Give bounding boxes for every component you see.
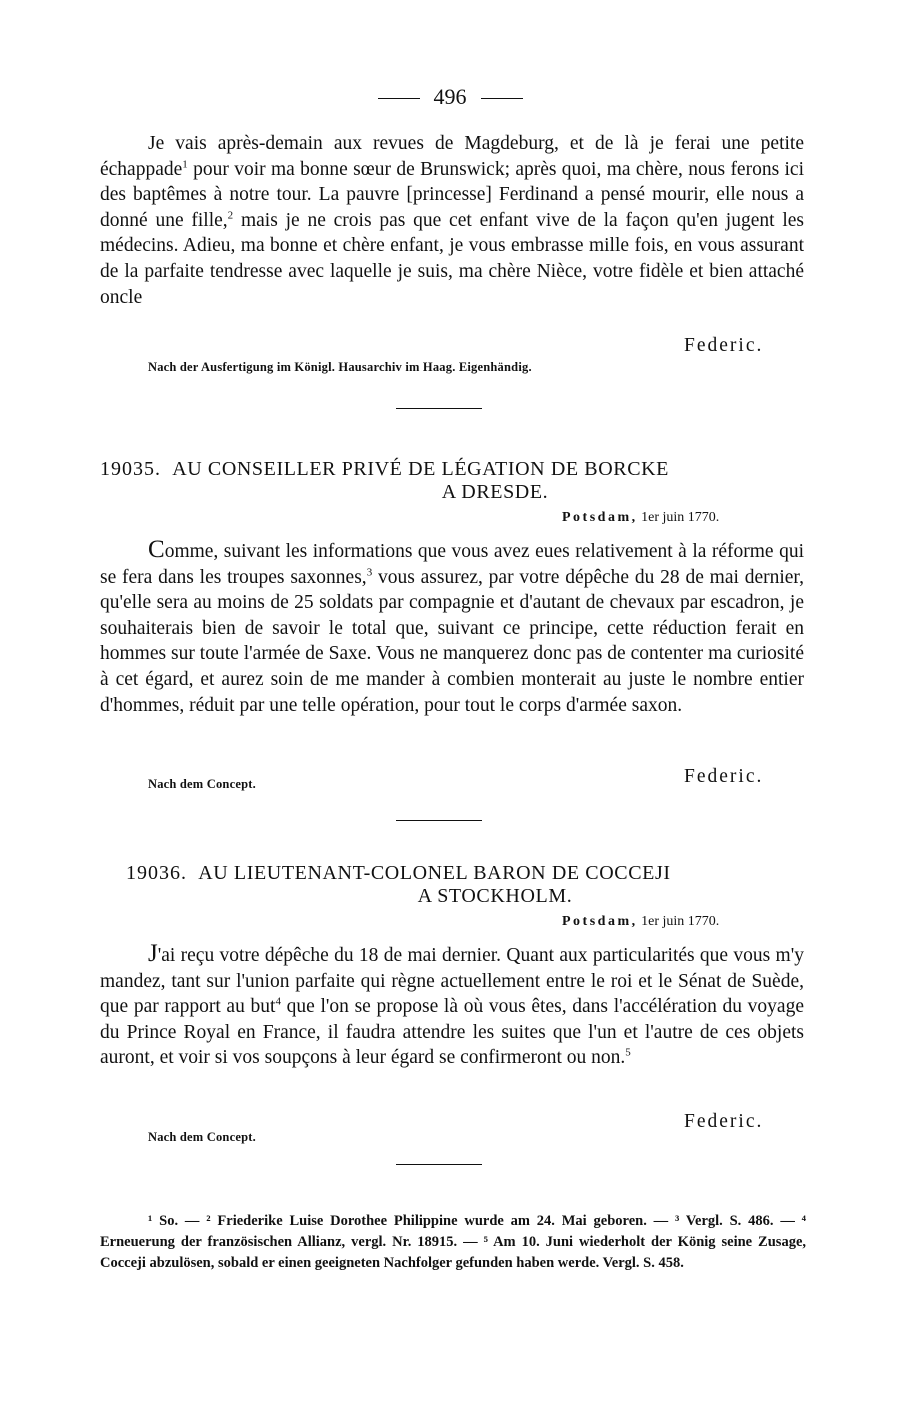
- letter3-source-note: Nach dem Concept.: [148, 1130, 256, 1144]
- letter2-text-b: vous assurez, par votre dépêche du 28 de mai dernier, qu'elle sera au moins de 25 soldats par compagnie et d'autant de chevaux par escadron, je souhaiterais bien de savoir le total que, suivant ce principe, cette réduction ferait en hommes sur toute l'armée de Saxe. Vous ne manquerez donc pas de contenter ma curiosité à cet égard, et aurez soin de me mander à combien monterait au juste le nombre entier d'hommes, réduit par une telle opération, pour tout le corps d'armée saxon.: [100, 566, 805, 716]
- letter2-heading: [100, 458, 810, 504]
- letter3-heading-line2: A STOCKHOLM.: [417, 885, 573, 907]
- letter1-text-a: Je vais après-demain aux revues de Magdeburg, et de là je ferai une petite échappade: [100, 133, 804, 180]
- letter3-body: [100, 941, 804, 1071]
- letter2-text-a: omme, suivant les informations que vous avez eues relativement à la réforme qui se fera dans les troupes saxonnes,: [100, 541, 804, 588]
- letter2-number: 19035.: [100, 458, 161, 480]
- letter2-body: [100, 537, 804, 718]
- page-number-line: [0, 84, 900, 110]
- footnotes: [100, 1211, 806, 1274]
- letter3-place: Potsdam,: [562, 914, 638, 929]
- letter1-text-c: mais je ne crois pas que cet enfant vive de la façon qu'en jugent les médecins. Adieu, ma bonne et chère enfant, je vous embrasse mille fois, en vous assurant de la parfaite tendresse avec laquelle je suis, ma chère Nièce, votre fidèle et bien attaché oncle: [100, 209, 804, 308]
- letter3-text-b: que l'on se propose là où vous êtes, dans l'accélération du voyage du Prince Royal en France, il faudra attendre les suites que l'un et l'autre de ces objets auront, et voir si vos soupçons à leur égard se confirmeront ou non.: [100, 996, 804, 1069]
- footnote-ref-1: 1: [182, 158, 188, 171]
- letter3-dropcap: J: [148, 940, 158, 967]
- letter2-signature: Federic.: [684, 766, 764, 787]
- letter2-dropcap: C: [148, 536, 165, 563]
- footnote-ref-4: 4: [275, 995, 281, 1008]
- letter2-heading-line2: A DRESDE.: [441, 481, 549, 503]
- section-divider-1: [396, 408, 482, 409]
- letter1-text-b: pour voir ma bonne sœur de Brunswick; après quoi, ma chère, nous ferons ici des baptêmes à notre tour. La pauvre [princesse] Ferdinand a pensé mourir, elle nous a donné une fille,: [100, 158, 804, 231]
- page-number: 496: [433, 84, 467, 109]
- letter2-source-note: Nach dem Concept.: [148, 777, 256, 791]
- letter2-date: 1er juin 1770.: [641, 510, 720, 525]
- page-number-dash-right: [481, 98, 523, 99]
- letter3-text-a: 'ai reçu votre dépêche du 18 de mai dernier. Quant aux particularités que vous m'y mandez, tant sur l'union parfaite qui règne actuellement entre le roi et le Sénat de Suède, que par rapport au but: [100, 945, 804, 1018]
- letter3-heading-line1: AU LIEUTENANT-COLONEL BARON DE COCCEJI: [198, 862, 671, 884]
- footnote-ref-3: 3: [366, 566, 373, 579]
- letter3-heading: [100, 862, 810, 908]
- section-divider-2: [396, 820, 482, 821]
- letter3-signature: Federic.: [684, 1111, 764, 1132]
- letter1-body: [100, 131, 804, 310]
- letter3-dateline: [562, 914, 719, 930]
- letter3-number: 19036.: [126, 862, 187, 884]
- page-number-dash-left: [378, 98, 420, 99]
- letter2-place: Potsdam,: [562, 510, 638, 525]
- letter2-heading-line1: AU CONSEILLER PRIVÉ DE LÉGATION DE BORCKE: [172, 458, 669, 480]
- letter3-date: 1er juin 1770.: [641, 914, 720, 929]
- section-divider-3: [396, 1164, 482, 1165]
- footnotes-text: ¹ So. — ² Friederike Luise Dorothee Philippine wurde am 24. Mai geboren. — ³ Vergl. S. 486. — ⁴ Erneuerung der französischen Allianz, vergl. Nr. 18915. — ⁵ Am 10. Juni wiederholt der König seine Zusage, Cocceji abzulösen, sobald er einen geeigneten Nachfolger gefunden haben werde. Vergl. S. 458.: [100, 1213, 806, 1271]
- footnote-ref-5: 5: [625, 1046, 631, 1059]
- letter2-dateline: [562, 510, 719, 526]
- letter1-source-note: Nach der Ausfertigung im Königl. Hausarchiv im Haag. Eigenhändig.: [148, 360, 532, 374]
- letter1-signature: Federic.: [684, 335, 764, 356]
- footnote-ref-2: 2: [227, 209, 234, 222]
